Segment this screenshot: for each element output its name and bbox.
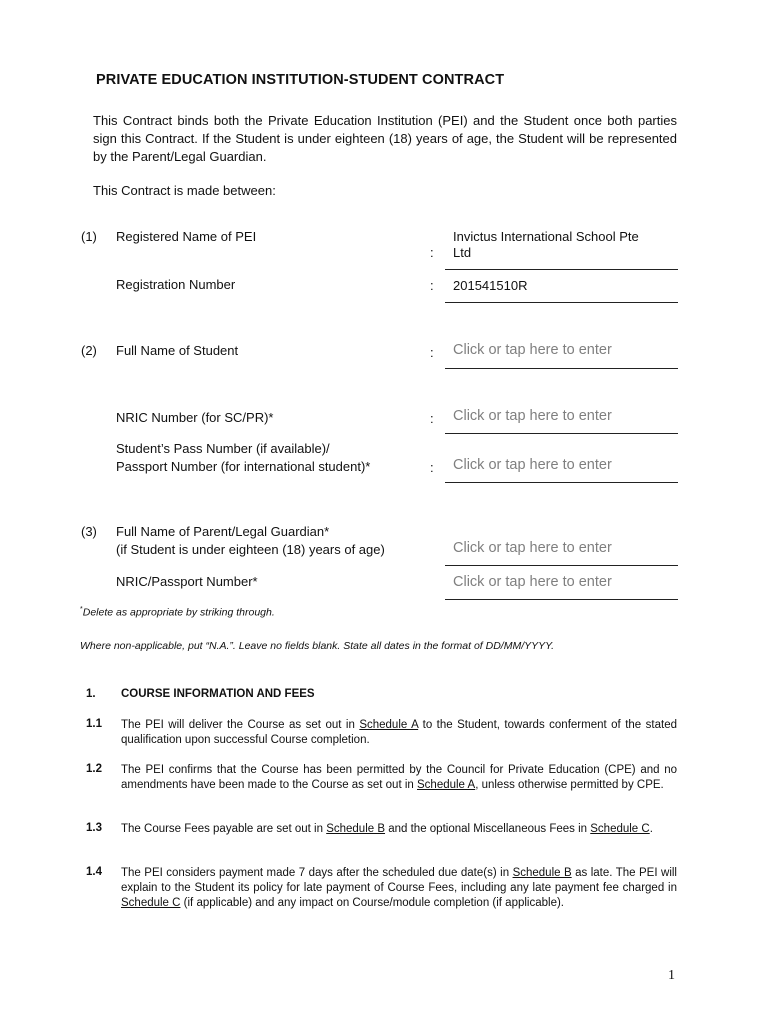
clause-1-4-part-b: as late. The PEI will explain to the Student its policy for late payment of Course Fees, including any late payment fee charged in (121, 867, 677, 894)
student-name-colon: : (430, 345, 434, 360)
nric-passport-underline (445, 599, 678, 600)
registration-number-colon: : (430, 278, 434, 293)
registration-number-label: Registration Number (116, 277, 236, 292)
made-between-text: This Contract is made between: (93, 183, 276, 198)
nric-label: NRIC Number (for SC/PR)* (116, 410, 274, 425)
pei-name-value-line2: Ltd (453, 245, 472, 260)
registration-number-value: 201541510R (453, 278, 528, 293)
delete-footnote-text: Delete as appropriate by striking through. (82, 606, 275, 619)
guardian-label-line1: Full Name of Parent/Legal Guardian* (116, 524, 330, 539)
clause-1-4-part-a: The PEI considers payment made 7 days after the scheduled due date(s) in (121, 867, 513, 879)
registration-number-underline (445, 302, 678, 303)
clause-1-3-part-b: and the optional Miscellaneous Fees in (385, 823, 591, 835)
schedule-a-link[interactable]: Schedule A (359, 719, 419, 731)
schedule-b-link[interactable]: Schedule B (512, 867, 572, 879)
pass-label-line1: Student’s Pass Number (if available)/ (116, 441, 330, 456)
section-1-number: 1. (86, 688, 96, 700)
footnote-star: * (80, 606, 83, 613)
student-name-field[interactable]: Click or tap here to enter (453, 342, 612, 358)
clause-1-3-part-a: The Course Fees payable are set out in (121, 823, 327, 835)
delete-footnote (80, 606, 275, 619)
nric-passport-label: NRIC/Passport Number* (116, 574, 258, 589)
clause-1-3-text (121, 822, 677, 837)
pei-name-label: Registered Name of PEI (116, 229, 257, 244)
guardian-name-field[interactable]: Click or tap here to enter (453, 540, 612, 556)
clause-1-2-part-a: The PEI confirms that the Course has been permitted by the Council for Private Education (CPE) and no amendments have been made to the Course as set out in (121, 764, 677, 791)
pass-field[interactable]: Click or tap here to enter (453, 457, 612, 473)
pass-colon: : (430, 460, 434, 475)
nric-field[interactable]: Click or tap here to enter (453, 408, 612, 424)
pei-name-value-line1: Invictus International School Pte (453, 229, 639, 244)
clause-1-2-text (121, 763, 677, 793)
clause-1-3-number: 1.3 (86, 822, 102, 834)
clause-1-4-text (121, 866, 677, 911)
nric-passport-field[interactable]: Click or tap here to enter (453, 574, 612, 590)
clause-1-1-number: 1.1 (86, 718, 102, 730)
pei-name-colon: : (430, 245, 434, 260)
party-2-number: (2) (81, 343, 97, 358)
student-name-underline (445, 368, 678, 369)
schedule-a-link[interactable]: Schedule A (417, 779, 476, 791)
page-number: 1 (668, 968, 675, 983)
schedule-c-link[interactable]: Schedule C (590, 823, 650, 835)
nric-colon: : (430, 411, 434, 426)
party-3-number: (3) (81, 524, 97, 539)
party-1-number: (1) (81, 229, 97, 244)
section-1-title: COURSE INFORMATION AND FEES (121, 688, 315, 700)
clause-1-1-part-b: to the Student, towards conferment of the stated qualification upon successful Course completion. (121, 719, 677, 746)
na-footnote: Where non-applicable, put “N.A.”. Leave no fields blank. State all dates in the format of DD/MM/YYYY. (80, 640, 555, 652)
clause-1-1-part-a: The PEI will deliver the Course as set out in (121, 719, 360, 731)
schedule-b-link[interactable]: Schedule B (326, 823, 386, 835)
nric-underline (445, 433, 678, 434)
clause-1-1-text (121, 718, 677, 748)
schedule-c-link[interactable]: Schedule C (121, 897, 181, 909)
pass-underline (445, 482, 678, 483)
pass-label-line2: Passport Number (for international student)* (116, 459, 371, 474)
clause-1-4-number: 1.4 (86, 866, 102, 878)
guardian-name-underline (445, 565, 678, 566)
intro-paragraph: This Contract binds both the Private Education Institution (PEI) and the Student once both parties sign this Contract. If the Student is under eighteen (18) years of age, the Student will be represented by the Parent/Legal Guardian. (93, 113, 677, 164)
clause-1-2-number: 1.2 (86, 763, 102, 775)
clause-1-2-part-b: , unless otherwise permitted by CPE. (475, 779, 664, 791)
student-name-label: Full Name of Student (116, 343, 239, 358)
contract-title: PRIVATE EDUCATION INSTITUTION-STUDENT CONTRACT (96, 72, 505, 88)
guardian-label-line2: (if Student is under eighteen (18) years of age) (116, 542, 385, 557)
clause-1-3-part-c: . (649, 823, 653, 835)
pei-name-underline (445, 269, 678, 270)
clause-1-4-part-c: (if applicable) and any impact on Course/module completion (if applicable). (180, 897, 565, 909)
